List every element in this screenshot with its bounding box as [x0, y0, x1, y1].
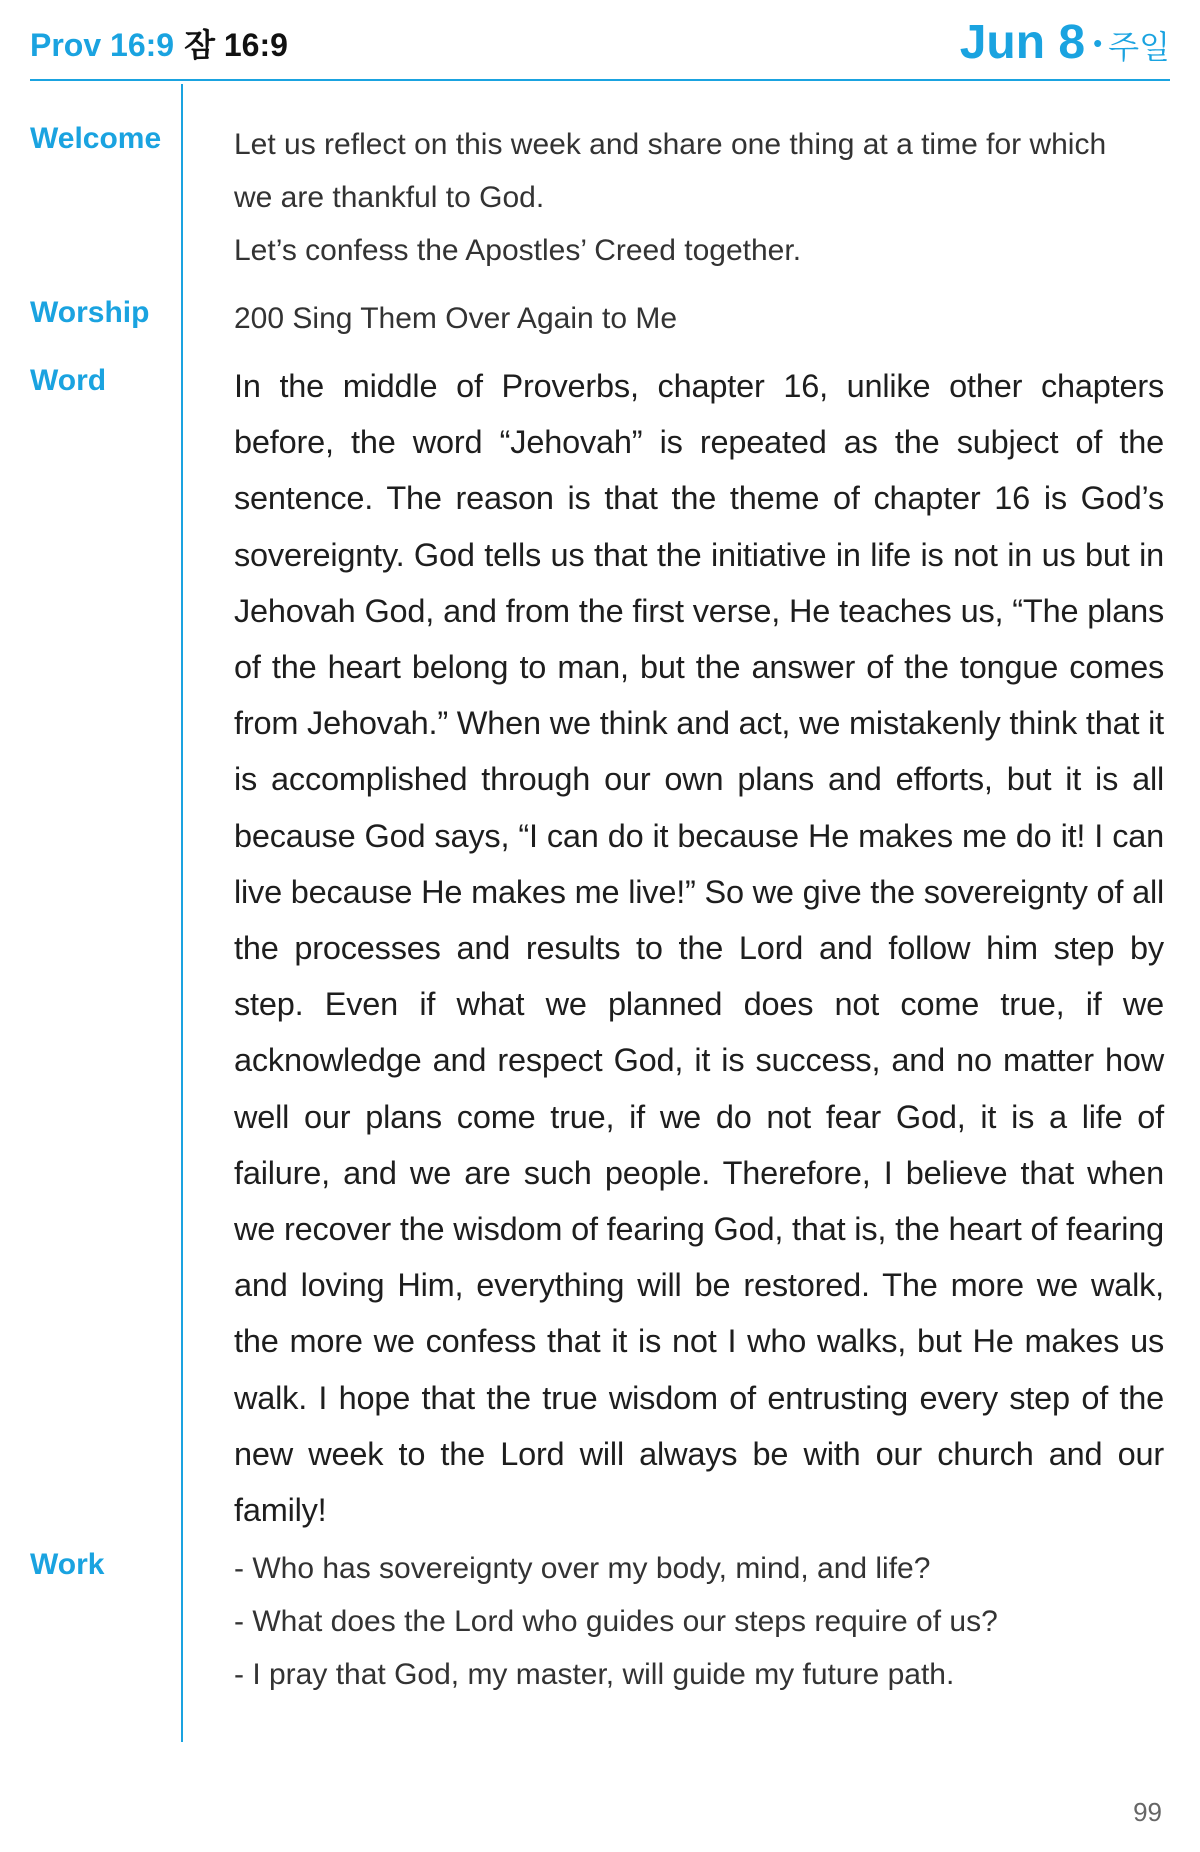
welcome-line: we are thankful to God.: [234, 181, 545, 214]
worship-label: Worship: [30, 296, 150, 329]
column-divider: [181, 84, 183, 1742]
date-label: Jun 8: [959, 16, 1086, 69]
date-separator: •: [1093, 28, 1103, 58]
work-item: - What does the Lord who guides our steps require of us?: [234, 1605, 998, 1638]
word-label: Word: [30, 364, 107, 397]
scripture-reference: [30, 20, 288, 66]
welcome-line: Let’s confess the Apostles’ Creed together.: [234, 234, 802, 267]
word-text: In the middle of Proverbs, chapter 16, unlike other chapters before, the word “Jehovah” is repeated as the subject of the sentence. The reason is that the theme of chapter 16 is God’s sovereignty. God tells us that the initiative in life is not in us but in Jehovah God, and from the first verse, He teaches us, “The plans of the heart belong to man, but the answer of the tongue comes from Jehovah.” When we think and act, we mistakenly think that it is accomplished through our own plans and efforts, but it is all because God says, “I can do it because He makes me do it! I can live because He makes me live!” So we give the sovereignty of all the processes and results to the Lord and follow him step by step. Even if what we planned does not come true, if we acknowledge and respect God, it is success, and no matter how well our plans come true, if we do not fear God, it is a life of failure, and we are such people. Therefore, I believe that when we recover the wisdom of fearing God, that is, the heart of fearing and loving Him, everything will be restored. The more we walk, the more we confess that it is not I who walks, but He makes us walk. I hope that the true wisdom of entrusting every step of the new week to the Lord will always be with our church and our family!: [234, 368, 1164, 1529]
day-label: 주일: [1108, 29, 1170, 65]
work-item: - Who has sovereignty over my body, mind, and life?: [234, 1552, 931, 1585]
date-block: [960, 15, 1170, 70]
worship-text: 200 Sing Them Over Again to Me: [234, 302, 678, 335]
welcome-section: [234, 118, 1164, 277]
work-label: Work: [30, 1548, 105, 1581]
reference-korean: 잠 16:9: [184, 27, 288, 63]
reference-english: Prov 16:9: [30, 27, 175, 63]
welcome-line: Let us reflect on this week and share one thing at a time for which: [234, 128, 1107, 161]
welcome-label: Welcome: [30, 122, 162, 155]
page-number: 99: [1133, 1797, 1162, 1827]
work-section: [234, 1542, 1164, 1701]
work-item: - I pray that God, my master, will guide my future path.: [234, 1658, 955, 1691]
header-rule: [30, 79, 1170, 81]
page-header: [30, 18, 1170, 80]
